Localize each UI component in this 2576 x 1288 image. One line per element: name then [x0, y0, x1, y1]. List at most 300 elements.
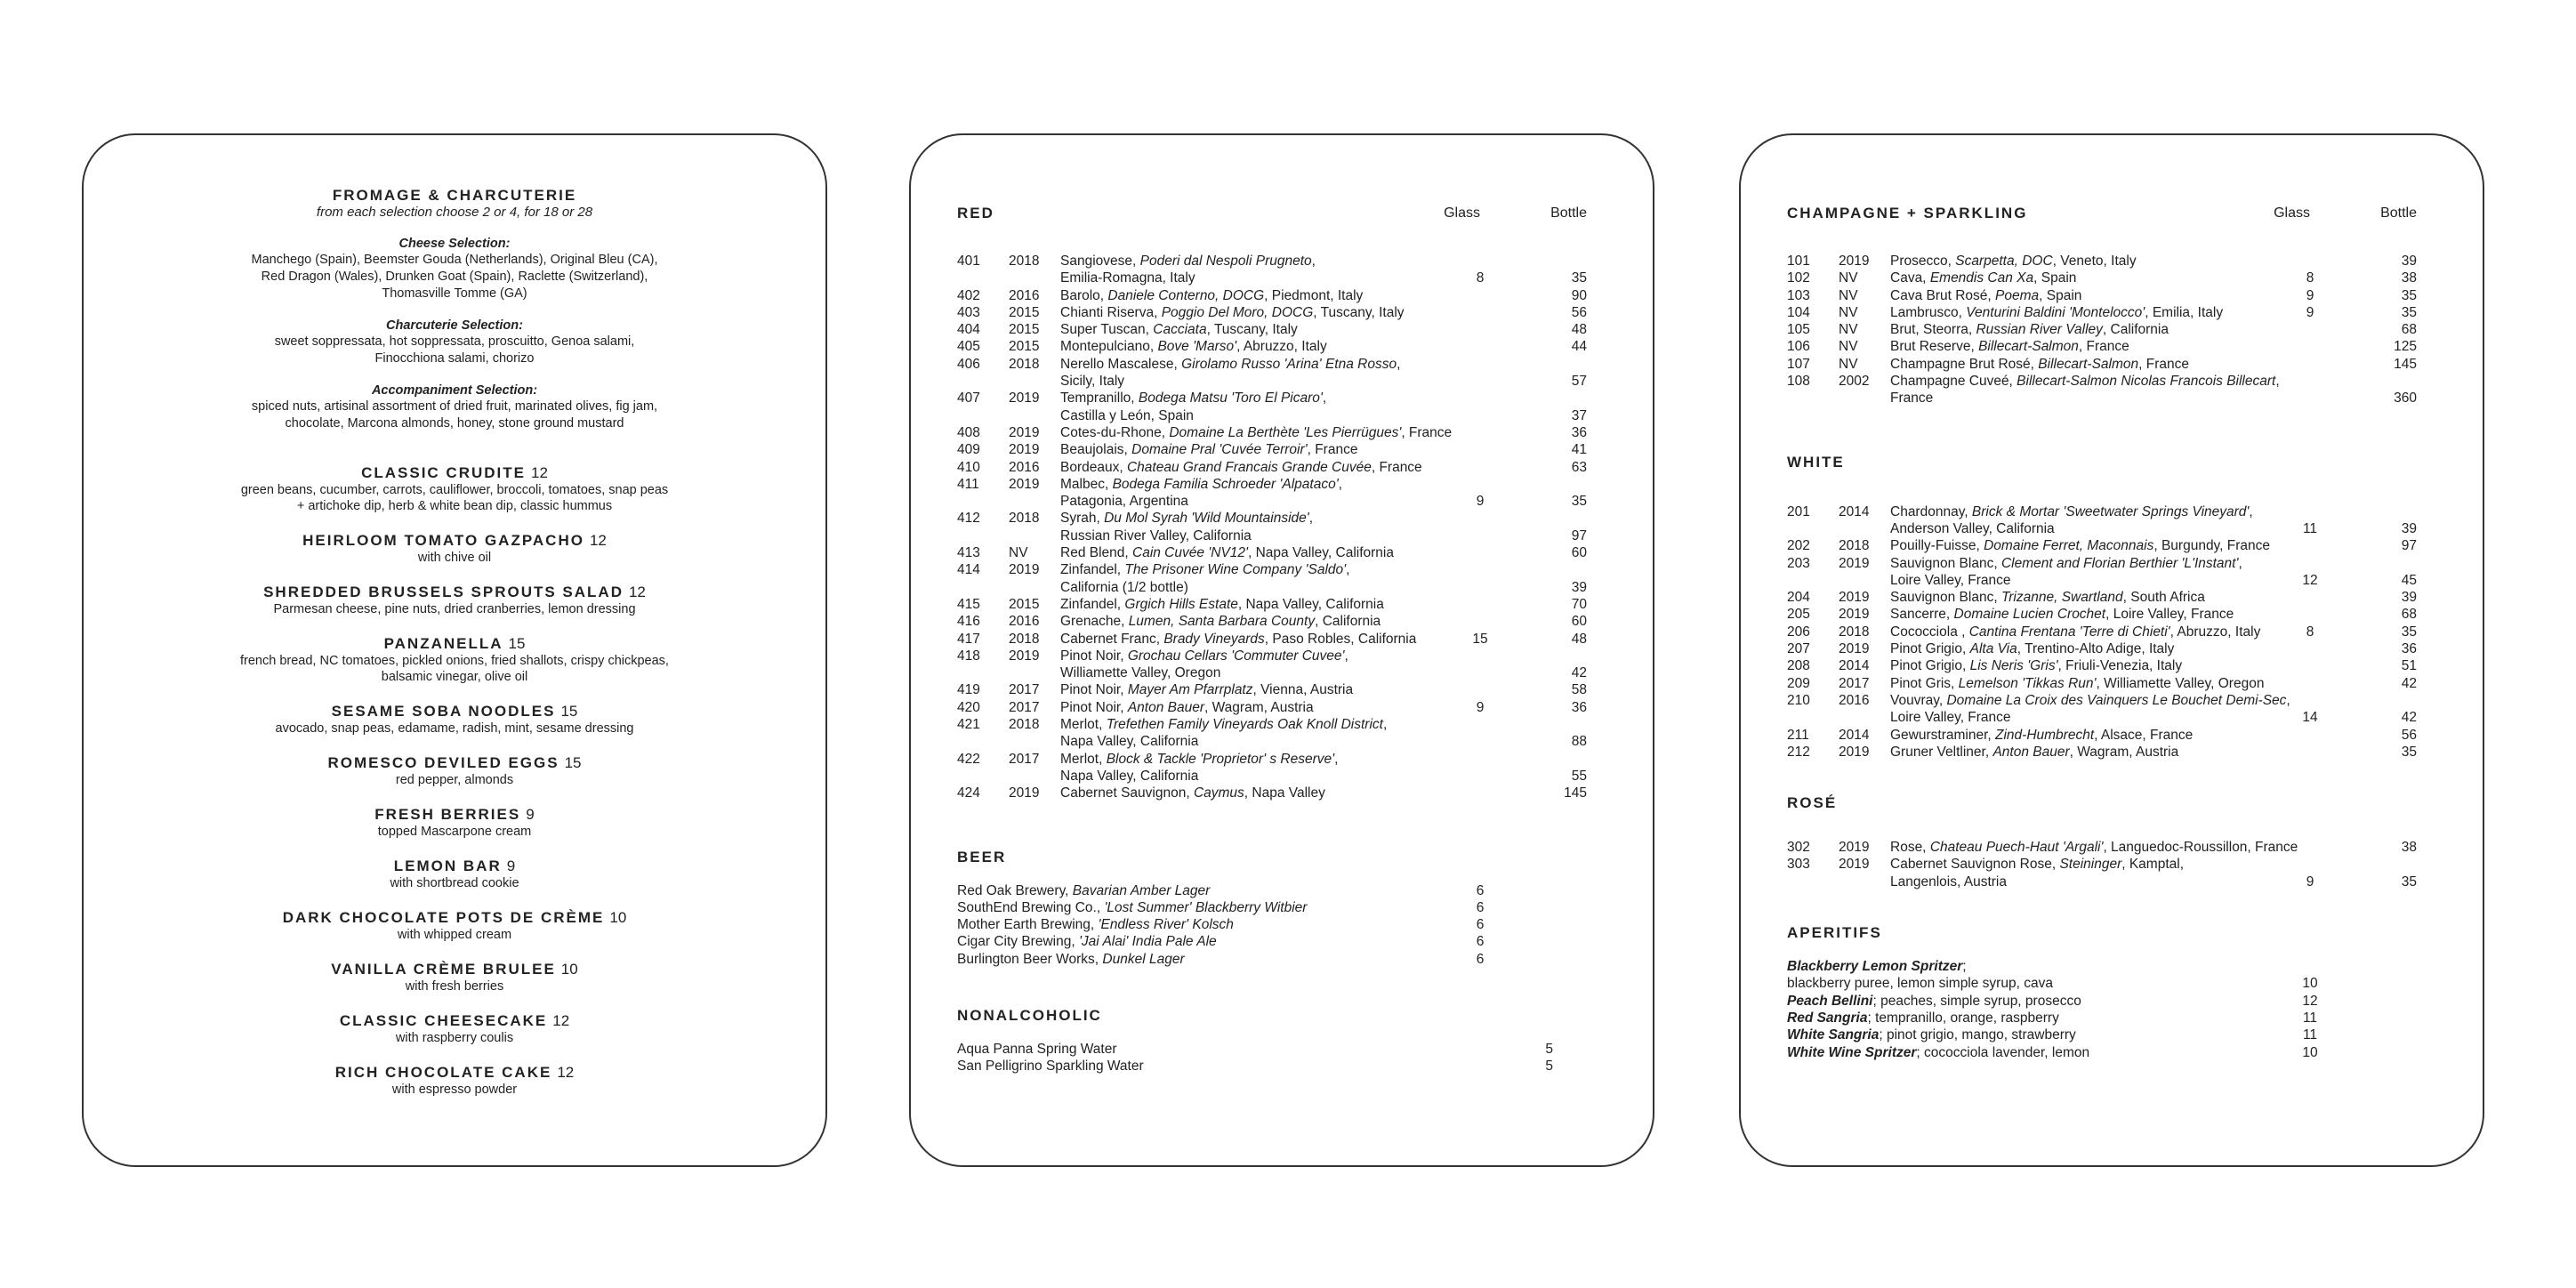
selection-line: spiced nuts, artisinal assortment of dried fruit, marinated olives, fig jam, — [251, 399, 658, 414]
wine-vintage: 2018 — [1839, 538, 1870, 554]
nonalcoholic-price: 5 — [1545, 1059, 1553, 1075]
wine-region: , — [2286, 692, 2290, 708]
wine-region: , — [1397, 356, 1401, 372]
aperitif-row — [1787, 958, 2436, 993]
wine-region: , Piedmont, Italy — [1264, 287, 1364, 303]
food-item — [119, 909, 790, 943]
wine-description-line — [1890, 675, 2321, 692]
food-item-description: avocado, snap peas, edamame, radish, mint, sesame dressing — [275, 721, 634, 736]
wine-varietal: Red Blend, — [1060, 545, 1132, 561]
wine-vintage: NV — [1839, 304, 1858, 320]
wine-region: , Spain — [2039, 287, 2082, 303]
wine-bin-number: 414 — [957, 562, 980, 578]
aperitif-price: 10 — [2302, 1044, 2318, 1060]
sparkling-section-header — [1787, 205, 2436, 222]
wine-varietal: Super Tuscan, — [1060, 322, 1154, 338]
wine-row — [957, 596, 1606, 613]
glass-price: 9 — [1476, 699, 1485, 715]
wine-bin-number: 404 — [957, 322, 980, 338]
wine-description — [1890, 692, 2321, 727]
wine-producer: Anton Bauer — [1127, 699, 1204, 715]
wine-producer: Domaine Pral 'Cuvée Terroir' — [1131, 442, 1308, 458]
beer-section-header — [957, 849, 1606, 866]
wine-vintage: NV — [1839, 356, 1858, 372]
wine-row — [957, 424, 1606, 441]
wine-bin-number: 420 — [957, 699, 980, 715]
food-items-list — [119, 464, 790, 1098]
wine-vintage: 2019 — [1009, 424, 1040, 440]
beer-description — [957, 899, 1491, 916]
glass-price: 9 — [2306, 873, 2314, 890]
wine-description — [1060, 321, 1491, 338]
wine-row — [957, 390, 1606, 424]
wine-vintage: NV — [1839, 287, 1858, 303]
wine-description — [1890, 640, 2321, 657]
wine-vintage: 2014 — [1839, 658, 1870, 674]
wine-producer: Chateau Puech-Haut 'Argali' — [1929, 840, 2104, 856]
wine-vintage: 2015 — [1009, 596, 1040, 612]
wine-vintage: 2018 — [1839, 624, 1870, 640]
wine-bin-number: 105 — [1787, 322, 1810, 338]
wine-description-line — [1060, 785, 1491, 801]
wine-description-line — [1890, 727, 2321, 744]
wine-producer: Billecart-Salmon — [2038, 356, 2139, 372]
beer-row — [957, 933, 1606, 950]
wine-region: , Alsace, France — [2094, 727, 2194, 743]
beer-row — [957, 899, 1606, 916]
bottle-price: 42 — [2401, 710, 2417, 726]
wine-description-line — [1060, 424, 1491, 441]
wine-description — [1890, 321, 2321, 338]
wine-bin-number: 211 — [1787, 727, 1809, 743]
wine-description — [1890, 744, 2321, 761]
aperitif-name: Blackberry Lemon Spritzer — [1787, 959, 1963, 975]
wine-description-line — [1060, 613, 1491, 630]
bottle-price: 90 — [1571, 287, 1587, 303]
food-item-price: 10 — [609, 909, 627, 926]
wine-vintage: 2019 — [1839, 254, 1870, 269]
wine-description-line — [1890, 270, 2321, 286]
wine-varietal: Chardonnay, — [1890, 503, 1972, 519]
wine-producer: Girolamo Russo 'Arina' Etna Rosso — [1181, 356, 1397, 372]
bottle-price: 39 — [2401, 254, 2417, 269]
food-item-heading — [119, 703, 790, 720]
food-item — [119, 1012, 790, 1046]
glass-price: 12 — [2302, 572, 2318, 588]
wine-varietal: Grenache, — [1060, 614, 1129, 630]
wine-description — [1060, 510, 1491, 544]
wine-region: , Napa Valley — [1244, 785, 1325, 801]
wine-region: , Friuli-Venezia, Italy — [2057, 658, 2183, 674]
aperitif-line — [1787, 1010, 2321, 1026]
wine-varietal: Nerello Mascalese, — [1060, 356, 1182, 372]
wine-vintage: 2018 — [1009, 717, 1040, 733]
wine-vintage: 2019 — [1009, 476, 1040, 492]
wine-description-line — [1890, 624, 2321, 640]
aperitif-name: White Wine Spritzer — [1787, 1044, 1917, 1060]
bottle-price: 60 — [1571, 545, 1587, 561]
wine-description-line — [1890, 287, 2321, 304]
food-item-name: DARK CHOCOLATE POTS DE CRÈME — [282, 909, 605, 926]
wine-bin-number: 412 — [957, 511, 980, 527]
wine-region: , Napa Valley, California — [1248, 545, 1394, 561]
wine-producer: Domaine Ferret, Maconnais — [1984, 538, 2154, 554]
beer-brewery: SouthEnd Brewing Co., — [957, 899, 1105, 915]
wine-vintage: 2016 — [1839, 692, 1870, 708]
wine-description — [1060, 785, 1491, 801]
aperitif-line — [1787, 993, 2321, 1010]
wine-varietal: Merlot, — [1060, 751, 1107, 767]
wine-vintage: 2019 — [1009, 390, 1040, 407]
wine-varietal: Malbec, — [1060, 476, 1113, 492]
beer-price: 6 — [1476, 951, 1485, 967]
wine-bin-number: 405 — [957, 339, 980, 355]
wine-varietal: Zinfandel, — [1060, 562, 1125, 578]
food-item-price: 15 — [564, 754, 582, 771]
wine-row — [957, 785, 1606, 801]
wine-description-line — [1890, 338, 2321, 355]
wine-varietal: Sauvignon Blanc, — [1890, 590, 2001, 606]
glass-price: 9 — [2306, 287, 2314, 303]
wine-varietal: Gewurstraminer, — [1890, 727, 1996, 743]
wine-producer: Billecart-Salmon — [1978, 339, 2079, 355]
wine-region: , Napa Valley, California — [1237, 596, 1384, 612]
bottle-price: 36 — [2401, 641, 2417, 657]
bottle-price: 42 — [1571, 665, 1587, 681]
nonalcoholic-list — [957, 1041, 1606, 1075]
wine-description — [1060, 356, 1491, 390]
wine-description-line — [1060, 253, 1491, 270]
selection-title: Charcuterie Selection: — [386, 318, 523, 333]
food-item-name: RICH CHOCOLATE CAKE — [334, 1064, 552, 1081]
food-item-description: balsamic vinegar, olive oil — [381, 670, 528, 684]
wine-region: , Languedoc-Roussillon, France — [2103, 840, 2298, 856]
bottle-price: 97 — [2401, 538, 2417, 554]
wine-row — [1787, 555, 2436, 590]
wine-producer: Bodega Matsu 'Toro El Picaro' — [1138, 390, 1323, 407]
wine-description — [1060, 716, 1491, 751]
bottle-price: 39 — [1571, 579, 1587, 595]
red-wine-panel — [909, 133, 1654, 1167]
wine-description — [1060, 596, 1491, 613]
selection-title: Accompaniment Selection: — [371, 383, 538, 398]
wine-bin-number: 413 — [957, 545, 980, 561]
food-item-description: with espresso powder — [391, 1083, 518, 1097]
wine-region: , California — [1315, 614, 1381, 630]
wine-row — [957, 751, 1606, 785]
beer-row — [957, 882, 1606, 899]
food-item — [119, 635, 790, 685]
wine-region: , — [2238, 555, 2242, 571]
wine-description — [1890, 675, 2321, 692]
glass-price: 8 — [2306, 624, 2314, 640]
food-item-price: 12 — [589, 532, 607, 549]
wine-region: , France — [2138, 356, 2190, 372]
wine-varietal: Prosecco, — [1890, 254, 1956, 269]
wine-producer: Domaine Lucien Crochet — [1953, 607, 2106, 623]
wine-varietal: Pinot Gris, — [1890, 675, 1959, 691]
bottle-price: 55 — [1571, 768, 1587, 784]
wine-description — [1060, 424, 1491, 441]
wine-region: , Abruzzo, Italy — [2169, 624, 2261, 640]
wine-region: , Burgundy, France — [2153, 538, 2271, 554]
food-item-heading — [119, 635, 790, 653]
wine-vintage: 2019 — [1839, 641, 1870, 657]
wine-producer: Chateau Grand Francais Grande Cuvée — [1126, 459, 1372, 475]
food-item-description: with chive oil — [417, 551, 492, 565]
wine-region: , Veneto, Italy — [2052, 254, 2137, 269]
wine-varietal: Sangiovese, — [1060, 254, 1140, 269]
wine-vintage: NV — [1839, 270, 1858, 286]
food-item-name: PANZANELLA — [383, 635, 503, 652]
wine-row — [957, 716, 1606, 751]
wine-description-line — [1060, 338, 1491, 355]
beer-description — [957, 933, 1491, 950]
wine-bin-number: 403 — [957, 304, 980, 320]
wine-producer: Lis Neris 'Gris' — [1969, 658, 2058, 674]
aperitif-name: Peach Bellini — [1787, 993, 1873, 1009]
food-item — [119, 1064, 790, 1098]
wine-description-line — [1060, 631, 1491, 648]
aperitif-row — [1787, 1026, 2436, 1043]
wine-varietal: Pinot Noir, — [1060, 648, 1128, 664]
wine-row — [957, 631, 1606, 648]
wine-description — [1060, 631, 1491, 648]
bottle-price: 51 — [2401, 658, 2417, 674]
food-item — [119, 532, 790, 566]
wine-region: , Spain — [2033, 270, 2077, 286]
wine-description — [1890, 373, 2321, 407]
wine-description — [1890, 856, 2321, 890]
wine-region: , Abruzzo, Italy — [1236, 339, 1327, 355]
wine-description — [1890, 839, 2321, 856]
red-wine-list — [957, 253, 1606, 802]
food-item — [119, 806, 790, 840]
wine-row — [957, 253, 1606, 287]
wine-description — [1060, 648, 1491, 682]
wine-vintage: 2015 — [1009, 322, 1040, 338]
food-item — [119, 584, 790, 617]
wine-description-line — [1890, 640, 2321, 657]
aperitif-ingredients: ; pinot grigio, mango, strawberry — [1879, 1027, 2076, 1043]
bottle-price: 56 — [2401, 727, 2417, 743]
wine-vintage: 2018 — [1009, 631, 1040, 647]
wine-description-line — [1060, 648, 1491, 664]
wine-producer: Lemelson 'Tikkas Run' — [1958, 675, 2097, 691]
aperitif-ingredients-line: blackberry puree, lemon simple syrup, cava — [1787, 976, 2053, 992]
wine-row — [1787, 338, 2436, 355]
selection-line: chocolate, Marcona almonds, honey, stone ground mustard — [285, 416, 624, 431]
wine-region-line: France — [1890, 390, 1934, 407]
wine-region-line: Russian River Valley, California — [1060, 527, 1252, 543]
food-item-price: 12 — [552, 1012, 570, 1029]
bottle-price: 45 — [2401, 572, 2417, 588]
aperitif-ingredients: ; tempranillo, orange, raspberry — [1867, 1010, 2059, 1026]
wine-description — [1890, 253, 2321, 270]
wine-region-line: Williamette Valley, Oregon — [1060, 665, 1221, 681]
food-item — [119, 754, 790, 788]
wine-region: , Vienna, Austria — [1252, 682, 1354, 698]
wine-bin-number: 406 — [957, 356, 980, 372]
food-item-price: 9 — [526, 806, 535, 823]
wine-producer: Trefethen Family Vineyards Oak Knoll District — [1106, 717, 1383, 733]
wine-description-line — [1060, 510, 1491, 527]
wine-row — [1787, 537, 2436, 554]
wine-description-line — [1890, 253, 2321, 270]
glass-price: 9 — [1476, 494, 1485, 510]
wine-varietal: Chianti Riserva, — [1060, 304, 1162, 320]
wine-bin-number: 422 — [957, 751, 980, 767]
wine-bin-number: 424 — [957, 785, 980, 801]
wine-bin-number: 417 — [957, 631, 980, 647]
bottle-price: 145 — [2394, 356, 2417, 372]
bottle-price: 88 — [1571, 734, 1587, 750]
wine-varietal: Sauvignon Blanc, — [1890, 555, 2001, 571]
wine-region: , — [2249, 503, 2253, 519]
glass-price: 8 — [2306, 270, 2314, 286]
wine-vintage: 2018 — [1009, 356, 1040, 372]
wine-description — [1060, 561, 1491, 596]
aperitif-description — [1787, 1026, 2321, 1043]
food-item-price: 10 — [560, 961, 578, 978]
beer-section-title: BEER — [957, 848, 1007, 865]
selection-line: Thomasville Tomme (GA) — [382, 286, 527, 301]
glass-column-header: Glass — [1444, 205, 1480, 221]
wine-producer: Steininger — [2059, 857, 2122, 873]
wine-region: , — [1344, 648, 1348, 664]
wine-row — [957, 699, 1606, 716]
wine-producer: Grgich Hills Estate — [1124, 596, 1238, 612]
bottle-column-header: Bottle — [2380, 205, 2417, 221]
wine-varietal: Cabernet Sauvignon, — [1060, 785, 1194, 801]
wine-varietal: Cabernet Sauvignon Rose, — [1890, 857, 2060, 873]
food-item-description: topped Mascarpone cream — [377, 825, 532, 839]
wine-row — [1787, 287, 2436, 304]
wine-varietal: Cava Brut Rosé, — [1890, 287, 1996, 303]
selection-line: sweet soppressata, hot soppressata, proscuitto, Genoa salami, — [274, 334, 635, 349]
wine-bin-number: 206 — [1787, 624, 1810, 640]
wine-description-line — [1890, 692, 2321, 709]
wine-producer: Anton Bauer — [1992, 744, 2070, 760]
wine-row — [1787, 744, 2436, 761]
wine-varietal: Merlot, — [1060, 717, 1107, 733]
food-item-name: LEMON BAR — [393, 857, 502, 874]
wine-producer: Russian River Valley — [1976, 322, 2103, 338]
aperitif-line — [1787, 1044, 2321, 1061]
wine-region: , — [1322, 390, 1327, 407]
beer-price: 6 — [1476, 899, 1485, 915]
wine-row — [1787, 304, 2436, 321]
aperitif-line — [1787, 958, 2321, 975]
wine-row — [957, 544, 1606, 561]
wine-description-line — [1890, 503, 2321, 520]
wine-bin-number: 210 — [1787, 692, 1810, 708]
wine-description — [1060, 681, 1491, 698]
wine-row — [1787, 589, 2436, 606]
food-item-description: Parmesan cheese, pine nuts, dried cranberries, lemon dressing — [273, 602, 636, 616]
wine-region: , France — [2078, 339, 2129, 355]
wine-description-line — [1890, 839, 2321, 856]
wine-varietal: Champagne Brut Rosé, — [1890, 356, 2039, 372]
food-item-price: 12 — [557, 1064, 575, 1081]
wine-description-line — [1890, 304, 2321, 321]
food-item-description: with whipped cream — [397, 928, 512, 942]
nonalcoholic-section-header — [957, 1007, 1606, 1025]
bottle-price: 36 — [1571, 699, 1587, 715]
wine-producer: Billecart-Salmon Nicolas Francois Billecart — [2017, 374, 2276, 390]
wine-row — [1787, 657, 2436, 674]
wine-region: , Wagram, Austria — [2069, 744, 2179, 760]
wine-region: , Williamette Valley, Oregon — [2096, 675, 2265, 691]
bottle-price: 58 — [1571, 682, 1587, 698]
beer-name: Dunkel Lager — [1102, 951, 1185, 967]
wine-varietal: Montepulciano, — [1060, 339, 1158, 355]
wine-region: , — [1308, 511, 1314, 527]
food-item-name: SESAME SOBA NOODLES — [331, 703, 556, 720]
wine-varietal: Pinot Grigio, — [1890, 658, 1970, 674]
wine-description-line — [1890, 356, 2321, 373]
wine-varietal: Rose, — [1890, 840, 1930, 856]
wine-description — [1890, 624, 2321, 640]
glass-column-header: Glass — [2274, 205, 2310, 221]
bottle-price: 36 — [1571, 424, 1587, 440]
wine-bin-number: 411 — [957, 476, 979, 492]
food-item-price: 9 — [506, 857, 516, 874]
wine-vintage: 2019 — [1839, 744, 1870, 760]
bottle-price: 35 — [2401, 304, 2417, 320]
wine-producer: Domaine La Berthète 'Les Pierrügues' — [1169, 424, 1402, 440]
wine-region-line: Loire Valley, France — [1890, 710, 2011, 726]
wine-varietal: Vouvray, — [1890, 692, 1947, 708]
selection-line: Red Dragon (Wales), Drunken Goat (Spain), Raclette (Switzerland), — [261, 270, 648, 284]
wine-region: , Wagram, Austria — [1204, 699, 1314, 715]
wine-description-line — [1060, 716, 1491, 733]
bottle-price: 35 — [2401, 624, 2417, 640]
wine-bin-number: 108 — [1787, 374, 1810, 390]
wine-bin-number: 415 — [957, 596, 980, 612]
wine-region: , — [1338, 476, 1342, 492]
wine-region: , France — [1401, 424, 1453, 440]
selection-line: Manchego (Spain), Beemster Gouda (Netherlands), Original Bleu (CA), — [251, 253, 658, 267]
wine-vintage: 2019 — [1839, 607, 1870, 623]
food-item-heading — [119, 1012, 790, 1030]
beer-brewery: Cigar City Brewing, — [957, 934, 1079, 950]
wine-bin-number: 407 — [957, 390, 980, 407]
wine-description-line — [1890, 537, 2321, 554]
wine-vintage: NV — [1009, 545, 1028, 561]
wine-varietal: Brut Reserve, — [1890, 339, 1979, 355]
wine-vintage: 2019 — [1009, 442, 1040, 458]
bottle-price: 68 — [2401, 607, 2417, 623]
wine-bin-number: 419 — [957, 682, 980, 698]
food-item-description: with shortbread cookie — [390, 876, 519, 890]
wine-region: , — [1382, 717, 1388, 733]
wine-vintage: 2014 — [1839, 503, 1870, 519]
wine-description-line — [1890, 856, 2321, 873]
wine-region-line: Patagonia, Argentina — [1060, 494, 1188, 510]
wine-region: , — [2275, 374, 2280, 390]
wine-varietal: Beaujolais, — [1060, 442, 1132, 458]
fromage-selections — [119, 237, 790, 432]
wine-region: , Tuscany, Italy — [1206, 322, 1298, 338]
wine-row — [1787, 321, 2436, 338]
wine-description — [1890, 338, 2321, 355]
wine-region: , Trentino-Alto Adige, Italy — [2017, 641, 2175, 657]
wine-bin-number: 208 — [1787, 658, 1810, 674]
bottle-price: 48 — [1571, 322, 1587, 338]
wine-row — [957, 476, 1606, 511]
food-item-description: green beans, cucumber, carrots, cauliflower, broccoli, tomatoes, snap peas — [240, 483, 669, 497]
